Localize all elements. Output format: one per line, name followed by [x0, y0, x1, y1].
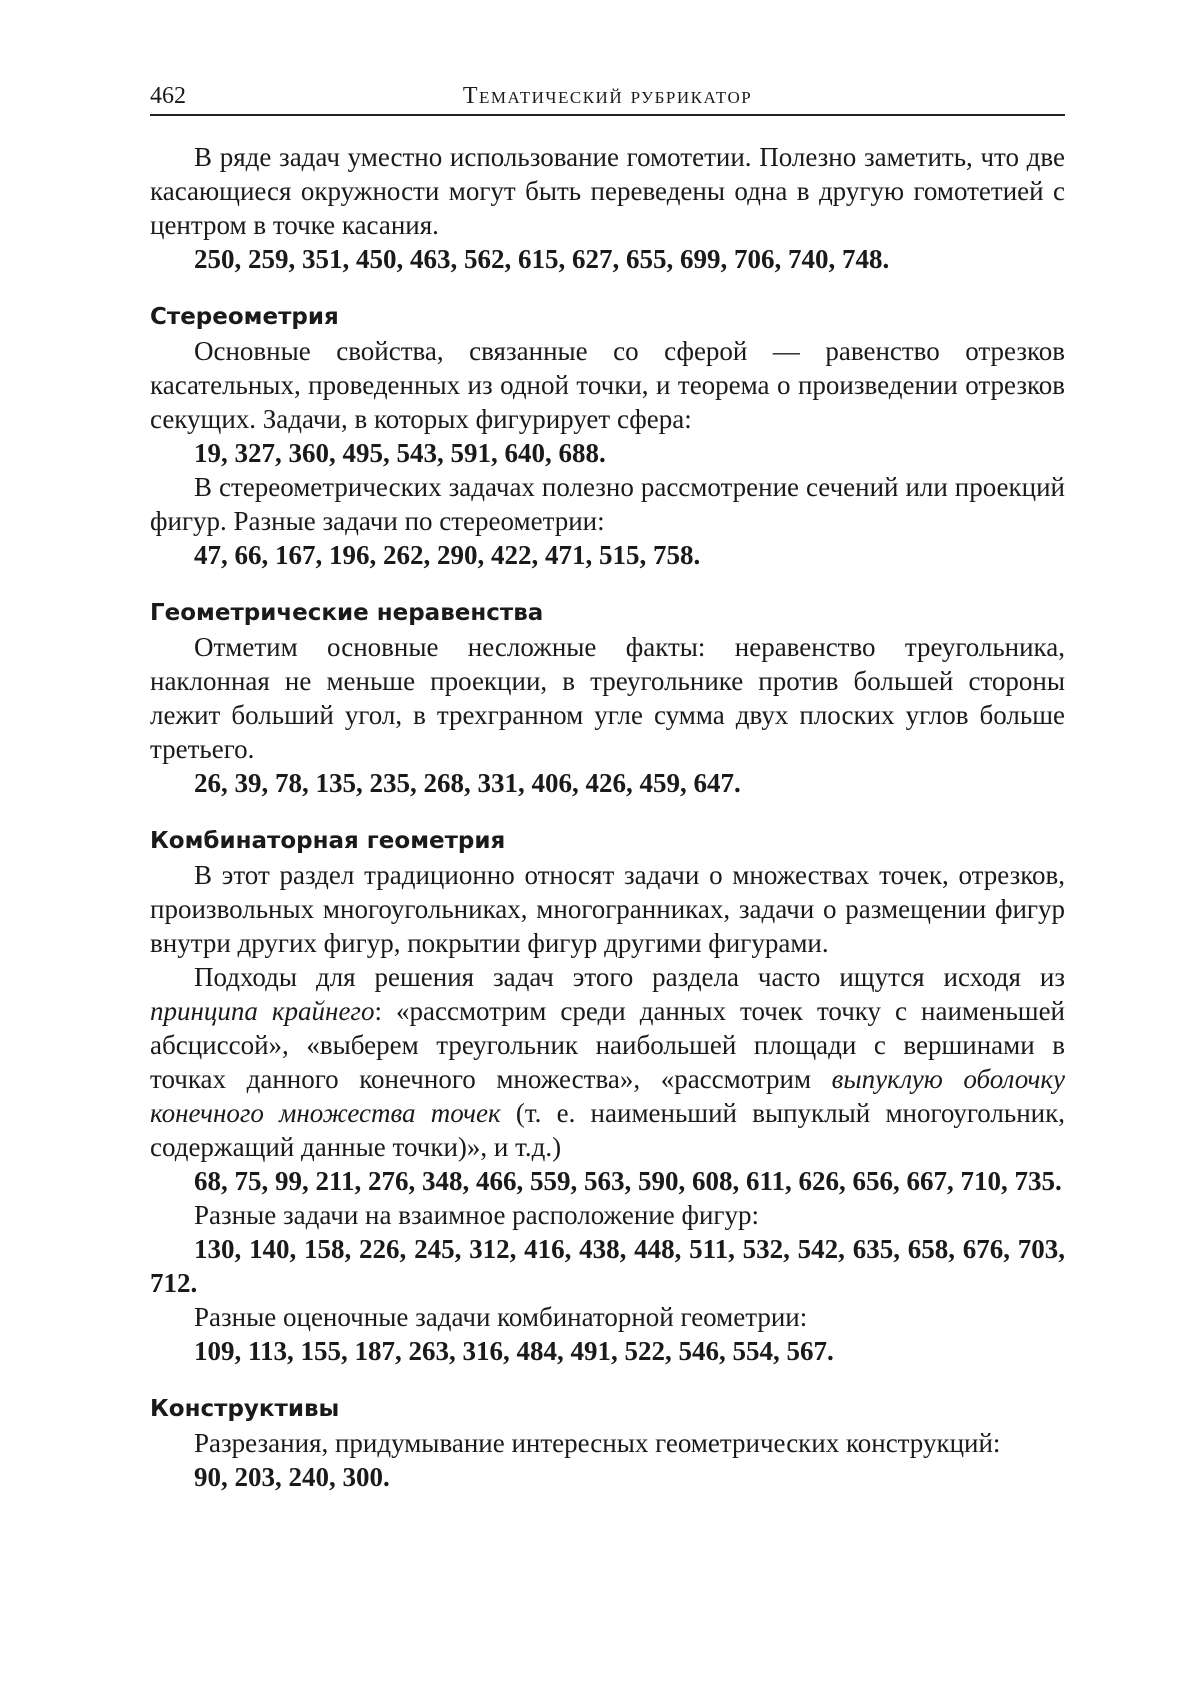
section-title-inequalities: Геометрические неравенства	[150, 600, 544, 626]
combinatorial-p2-text-a: Подходы для решения задач этого раздела часто ищутся исходя из	[194, 962, 1065, 992]
page-number: 462	[150, 83, 186, 109]
stereometry-problem-list-2: 47, 66, 167, 196, 262, 290, 422, 471, 515, 758.	[194, 540, 701, 570]
section-title-stereometry: Стереометрия	[150, 304, 339, 330]
combinatorial-problem-list-1: 68, 75, 99, 211, 276, 348, 466, 559, 563, 590, 608, 611, 626, 656, 667, 710, 735.	[194, 1166, 1062, 1196]
combinatorial-p2-italic-term-1: принципа крайнего	[150, 996, 375, 1026]
combinatorial-paragraph-1: В этот раздел традиционно относят задачи о множествах точек, отрезков, произвольных многоугольниках, многогранниках, задачи о размещении фигур внутри других фигур, покрытии фигур другими фигурами.	[150, 860, 1065, 958]
page-content	[150, 140, 1065, 1494]
intro-problem-list: 250, 259, 351, 450, 463, 562, 615, 627, 655, 699, 706, 740, 748.	[194, 244, 890, 274]
inequalities-problem-list: 26, 39, 78, 135, 235, 268, 331, 406, 426, 459, 647.	[194, 768, 741, 798]
intro-paragraph: В ряде задач уместно использование гомотетии. Полезно заметить, что две касающиеся окружности могут быть переведены одна в другую гомотетией с центром в точке касания.	[150, 142, 1065, 240]
combinatorial-problem-list-2: 130, 140, 158, 226, 245, 312, 416, 438, 448, 511, 532, 542, 635, 658, 676, 703, 712.	[150, 1234, 1065, 1298]
stereometry-paragraph-1: Основные свойства, связанные со сферой — равенство отрезков касательных, проведенных из одной точки, и теорема о произведении отрезков секущих. Задачи, в которых фигурирует сфера:	[150, 336, 1065, 434]
combinatorial-p2-text-e: (т. е. наименьший выпуклый многоугольник, содержащий данные точки)», и т.д.)	[150, 1098, 1065, 1162]
combinatorial-p2-italic-term-2: выпуклую оболочку конечного множества точек	[150, 1064, 1065, 1128]
combinatorial-paragraph-2	[150, 960, 1065, 1164]
combinatorial-paragraph-4: Разные оценочные задачи комбинаторной геометрии:	[194, 1302, 808, 1332]
page-header	[150, 84, 1065, 116]
section-title-constructives: Конструктивы	[150, 1396, 340, 1422]
combinatorial-paragraph-3: Разные задачи на взаимное расположение фигур:	[194, 1200, 759, 1230]
combinatorial-problem-list-3: 109, 113, 155, 187, 263, 316, 484, 491, 522, 546, 554, 567.	[194, 1336, 834, 1366]
section-title-combinatorial: Комбинаторная геометрия	[150, 828, 506, 854]
inequalities-paragraph: Отметим основные несложные факты: неравенство треугольника, наклонная не меньше проекции, в треугольнике против большей стороны лежит больший угол, в трехгранном угле сумма двух плоских углов больше третьего.	[150, 632, 1065, 764]
constructives-paragraph: Разрезания, придумывание интересных геометрических конструкций:	[194, 1428, 1001, 1458]
running-title: Тематический рубрикатор	[462, 83, 753, 109]
stereometry-paragraph-2: В стереометрических задачах полезно рассмотрение сечений или проекций фигур. Разные задачи по стереометрии:	[150, 472, 1065, 536]
combinatorial-p2-text-c: : «рассмотрим среди данных точек точку с наименьшей абсциссой», «выберем треугольник наибольшей площади с вершинами в точках данного конечного множества», «рассмотрим	[150, 996, 1065, 1094]
constructives-problem-list: 90, 203, 240, 300.	[194, 1462, 390, 1492]
stereometry-problem-list-1: 19, 327, 360, 495, 543, 591, 640, 688.	[194, 438, 606, 468]
